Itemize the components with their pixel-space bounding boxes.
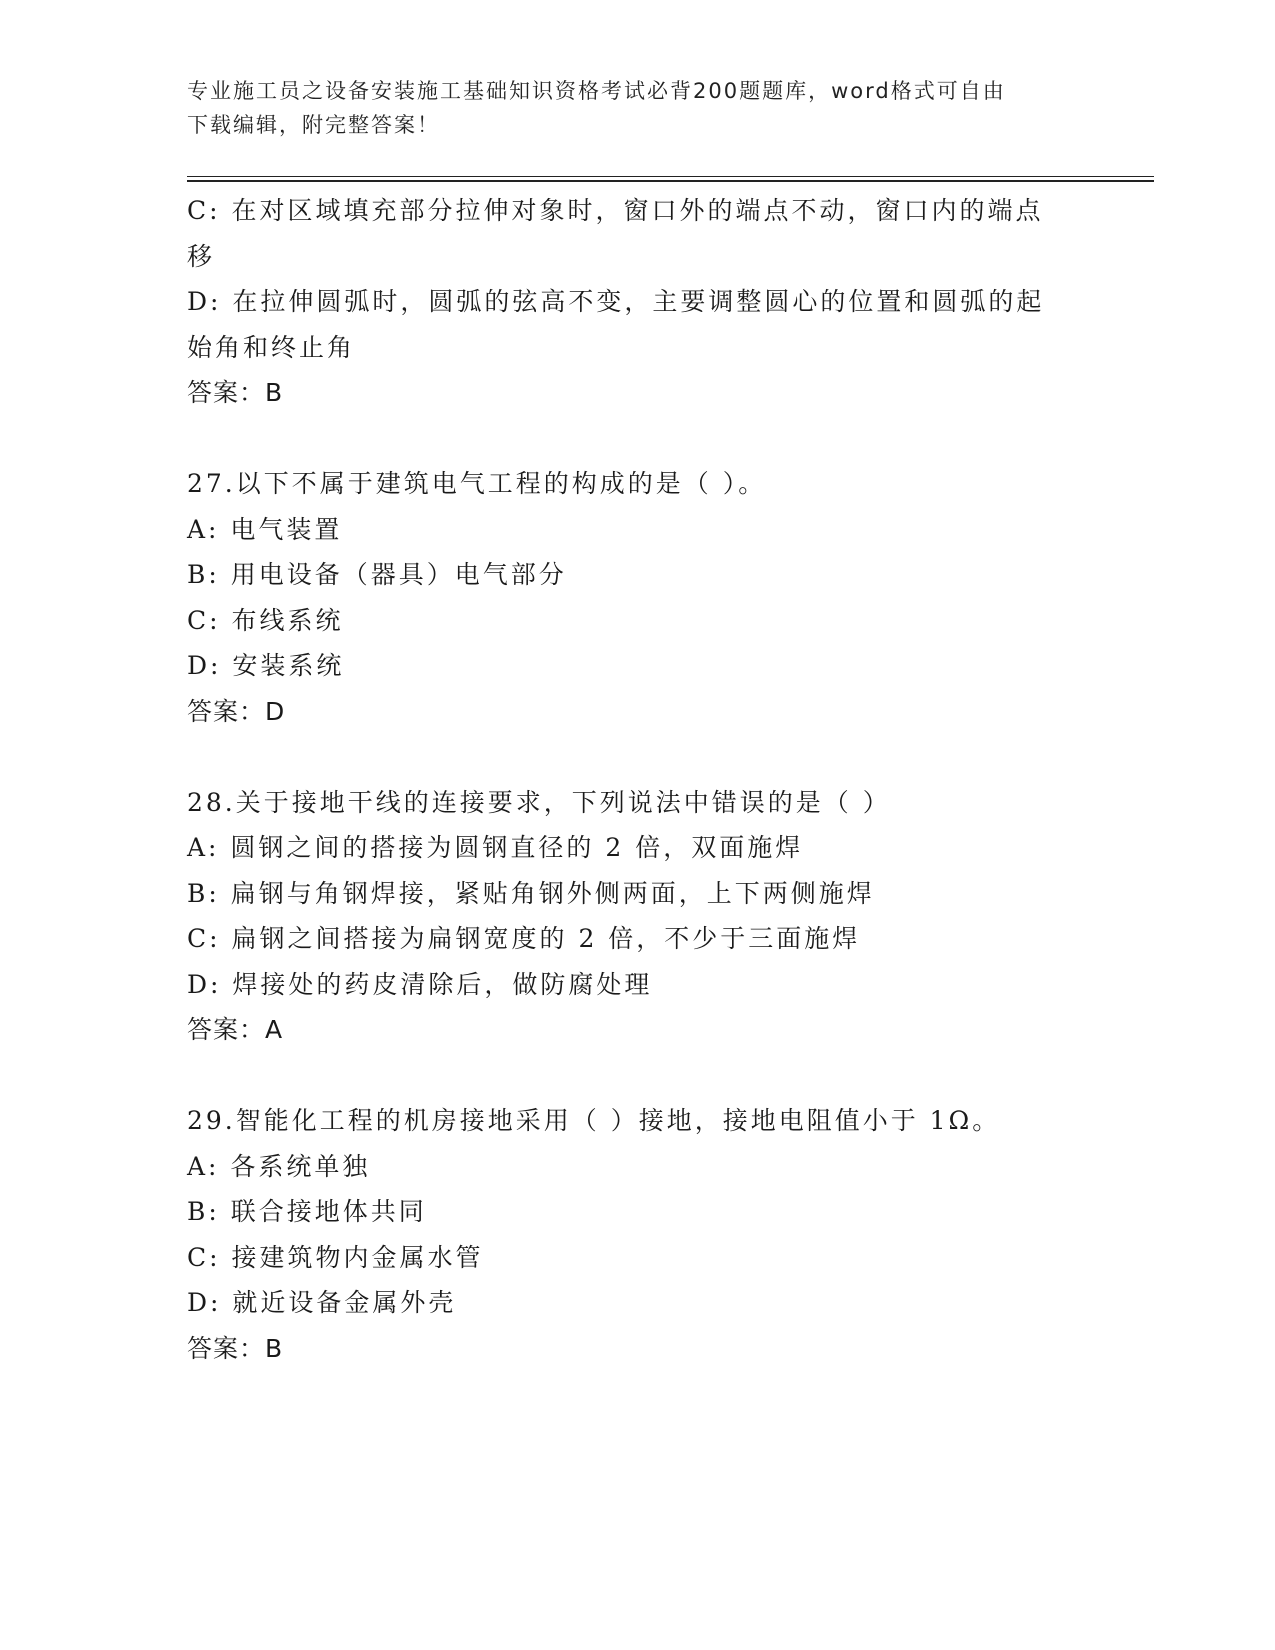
question-stem: 27.以下不属于建筑电气工程的构成的是（ ）。: [187, 469, 767, 498]
answer-line: 答案：A: [187, 1015, 284, 1044]
question-27: [187, 461, 1087, 734]
option-b: B: 用电设备（器具）电气部分: [187, 560, 567, 589]
option-d: D: 就近设备金属外壳: [187, 1288, 457, 1317]
option-b: B: 扁钢与角钢焊接，紧贴角钢外侧两面，上下两侧施焊: [187, 878, 875, 908]
question-list: [187, 188, 1087, 1371]
spacer: [187, 1053, 1087, 1099]
option-a: A: 各系统单独: [187, 1151, 371, 1181]
option-c: C: 在对区域填充部分拉伸对象时，窗口外的端点不动，窗口内的端点: [187, 196, 1044, 225]
question-stem: 29.智能化工程的机房接地采用（ ）接地，接地电阻值小于 1Ω。: [187, 1106, 1001, 1135]
question-stem: 28.关于接地干线的连接要求，下列说法中错误的是（ ）: [187, 787, 891, 817]
question-28: [187, 780, 1087, 1053]
option-d: D: 在拉伸圆弧时，圆弧的弦高不变，主要调整圆心的位置和圆弧的起: [187, 287, 1045, 316]
option-d-continued: 始角和终止角: [187, 332, 356, 362]
option-a: A: 圆钢之间的搭接为圆钢直径的 2 倍，双面施焊: [187, 833, 804, 862]
option-c: C: 接建筑物内金属水管: [187, 1242, 484, 1272]
answer-line: 答案：B: [187, 378, 284, 407]
option-d: D: 安装系统: [187, 651, 345, 680]
document-header: [187, 74, 1067, 142]
answer-line: 答案：D: [187, 696, 286, 726]
header-divider-thin: [187, 176, 1154, 177]
header-line-2: 下载编辑，附完整答案！: [187, 113, 440, 137]
header-divider-thick: [187, 180, 1154, 182]
answer-line: 答案：B: [187, 1333, 284, 1363]
spacer: [187, 734, 1087, 780]
option-a: A: 电气装置: [187, 514, 343, 544]
spacer: [187, 416, 1087, 462]
option-c: C: 布线系统: [187, 605, 344, 635]
option-b: B: 联合接地体共同: [187, 1197, 427, 1226]
header-line-1: 专业施工员之设备安装施工基础知识资格考试必背200题题库，word格式可自由: [187, 79, 1006, 103]
option-d: D: 焊接处的药皮清除后，做防腐处理: [187, 969, 653, 999]
option-c: C: 扁钢之间搭接为扁钢宽度的 2 倍，不少于三面施焊: [187, 924, 861, 953]
question-29: [187, 1098, 1087, 1371]
previous-question-tail: [187, 188, 1087, 416]
option-c-continued: 移: [187, 241, 216, 271]
